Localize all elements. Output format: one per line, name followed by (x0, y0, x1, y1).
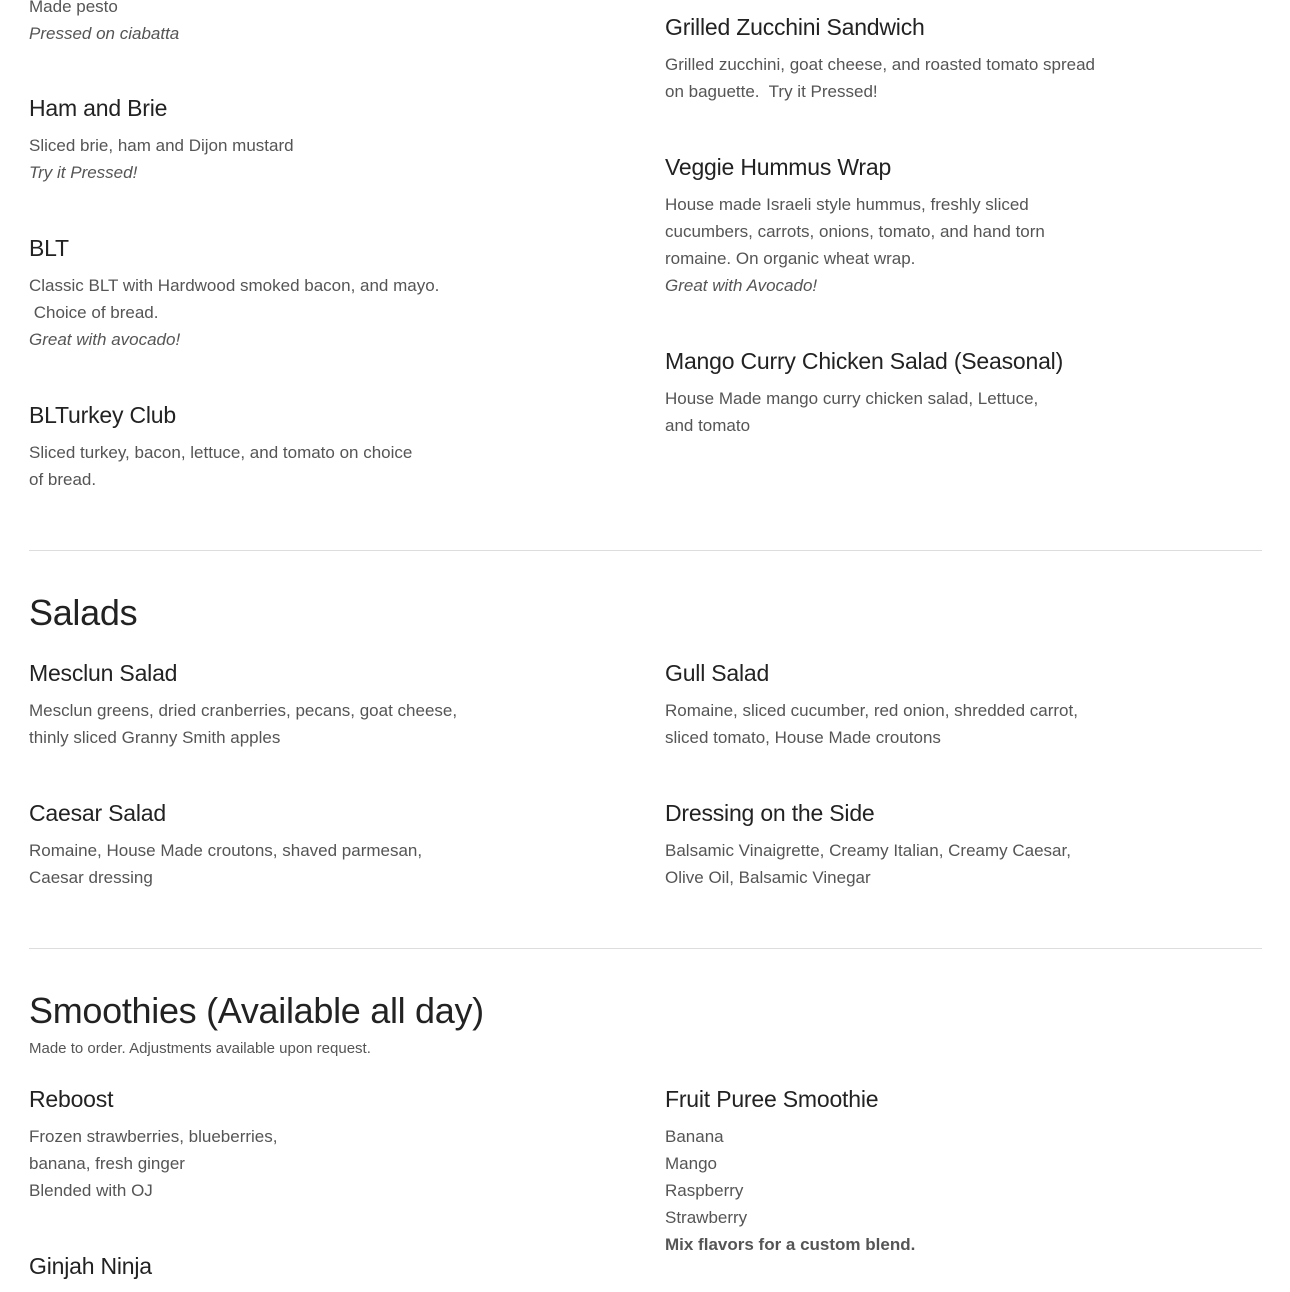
item-desc-reboost-line1: Frozen strawberries, blueberries, (29, 1127, 278, 1146)
section-divider (29, 550, 1262, 551)
item-desc-blt-line2: Choice of bread. (29, 303, 159, 322)
item-note-blt: Great with avocado! (29, 330, 181, 349)
item-title-mesclun-salad: Mesclun Salad (29, 660, 178, 686)
item-title-blturkey-club: BLTurkey Club (29, 402, 176, 428)
item-desc-reboost-line2: banana, fresh ginger (29, 1154, 185, 1173)
item-desc-blturkey-line2: of bread. (29, 470, 97, 489)
prev-item-desc-line: Made pesto (29, 0, 118, 16)
section-title-smoothies: Smoothies (Available all day) (29, 990, 484, 1031)
item-desc-zucchini-line1: Grilled zucchini, goat cheese, and roasted tomato spread (665, 55, 1095, 74)
item-desc-blt-line1: Classic BLT with Hardwood smoked bacon, and mayo. (29, 276, 440, 295)
item-desc-ham-brie: Sliced brie, ham and Dijon mustard (29, 136, 294, 155)
prev-item-note: Pressed on ciabatta (29, 24, 180, 43)
item-desc-caesar-line1: Romaine, House Made croutons, shaved parmesan, (29, 841, 423, 860)
item-title-fruit-puree-smoothie: Fruit Puree Smoothie (665, 1086, 879, 1112)
item-title-veggie-hummus-wrap: Veggie Hummus Wrap (665, 154, 892, 180)
item-desc-caesar-line2: Caesar dressing (29, 868, 153, 887)
item-title-gull-salad: Gull Salad (665, 660, 770, 686)
item-desc-hummus-line2: cucumbers, carrots, onions, tomato, and hand torn (665, 222, 1045, 241)
item-desc-dressing-line2: Olive Oil, Balsamic Vinegar (665, 868, 871, 887)
item-desc-blturkey-line1: Sliced turkey, bacon, lettuce, and tomato on choice (29, 443, 413, 462)
smoothie-option: Mango (665, 1154, 717, 1173)
item-desc-mango-line1: House Made mango curry chicken salad, Lettuce, (665, 389, 1039, 408)
item-desc-mesclun-line2: thinly sliced Granny Smith apples (29, 728, 281, 747)
smoothie-option: Banana (665, 1127, 724, 1146)
item-desc-mesclun-line1: Mesclun greens, dried cranberries, pecans, goat cheese, (29, 701, 458, 720)
section-title-salads: Salads (29, 592, 138, 633)
item-note-ham-brie: Try it Pressed! (29, 163, 138, 182)
item-desc-gull-line1: Romaine, sliced cucumber, red onion, shredded carrot, (665, 701, 1078, 720)
item-note-hummus: Great with Avocado! (665, 276, 818, 295)
item-desc-reboost-line3: Blended with OJ (29, 1181, 153, 1200)
item-desc-hummus-line3: romaine. On organic wheat wrap. (665, 249, 916, 268)
item-title-dressing-on-side: Dressing on the Side (665, 800, 875, 826)
item-title-caesar-salad: Caesar Salad (29, 800, 166, 826)
section-note-smoothies: Made to order. Adjustments available upon request. (29, 1040, 371, 1057)
item-desc-gull-line2: sliced tomato, House Made croutons (665, 728, 941, 747)
item-title-grilled-zucchini: Grilled Zucchini Sandwich (665, 14, 925, 40)
item-desc-mango-line2: and tomato (665, 416, 751, 435)
section-divider (29, 948, 1262, 949)
item-title-ginjah-ninja: Ginjah Ninja (29, 1253, 152, 1279)
item-title-reboost: Reboost (29, 1086, 114, 1112)
item-desc-hummus-line1: House made Israeli style hummus, freshly sliced (665, 195, 1029, 214)
smoothie-option: Raspberry (665, 1181, 744, 1200)
item-title-ham-brie: Ham and Brie (29, 95, 168, 121)
item-title-mango-curry: Mango Curry Chicken Salad (Seasonal) (665, 348, 1064, 374)
item-title-blt: BLT (29, 235, 69, 261)
item-note-fruit-puree: Mix flavors for a custom blend. (665, 1235, 916, 1254)
item-desc-zucchini-line2: on baguette. Try it Pressed! (665, 82, 878, 101)
smoothie-option: Strawberry (665, 1208, 748, 1227)
item-desc-dressing-line1: Balsamic Vinaigrette, Creamy Italian, Creamy Caesar, (665, 841, 1071, 860)
